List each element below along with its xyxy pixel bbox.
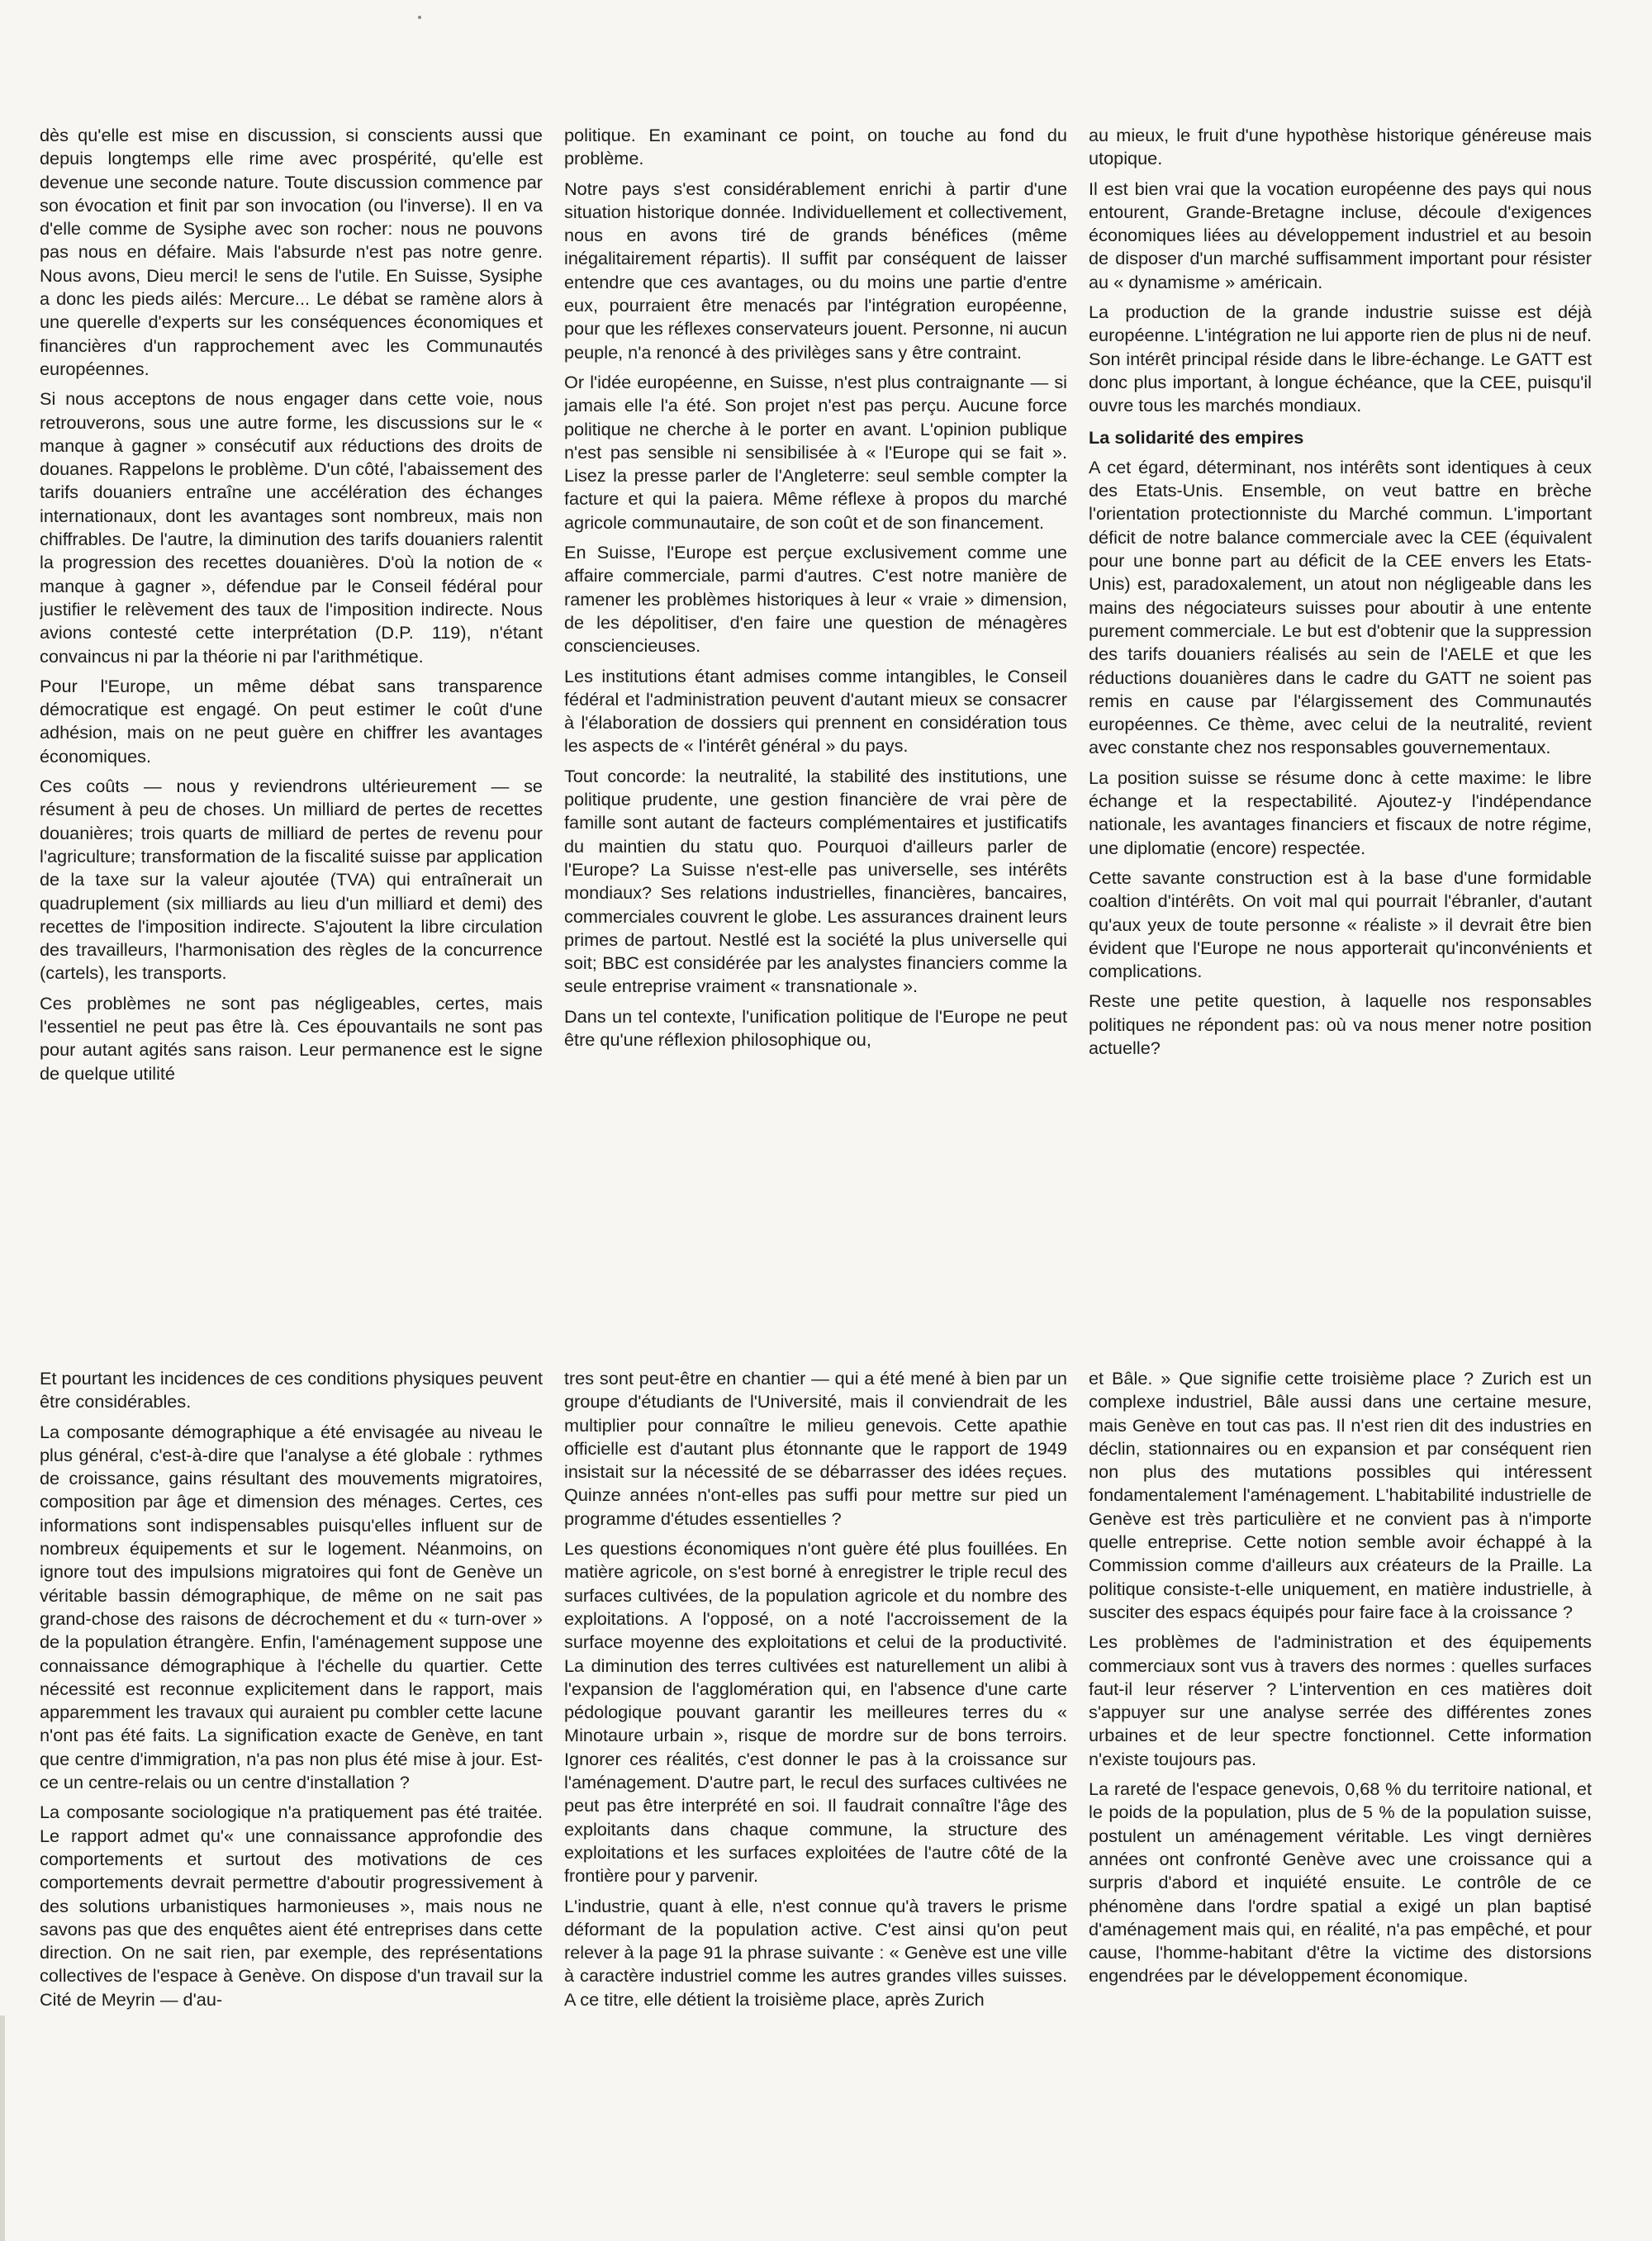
paragraph: A cet égard, déterminant, nos intérêts sont identiques à ceux des Etats-Unis. Ensemble, on veut battre en brèche l'orientation protectionniste du Marché commun. L'important déficit de notre balance commerciale avec la CEE (équivalent pour une bonne part au déficit de la CEE envers les Etats-Unis) est, paradoxalement, un atout non négligeable dans les mains des négociateurs suisses pour aboutir à une entente purement commerciale. Le but est d'obtenir que la suppression des tarifs douaniers réalisés au sein de l'AELE et que les réductions douanières dans le cadre du GATT ne soient pas remis en cause par l'élargissement des Communautés européennes. Ce thème, avec celui de la neutralité, revient avec constante chez nos responsables gouvernementaux.: [1089, 456, 1592, 758]
paragraph: Ces coûts — nous y reviendrons ultérieurement — se résument à peu de choses. Un milliard de pertes de recettes douanières; trois quarts de milliard de pertes de revenu pour l'agriculture; transformation de la fiscalité suisse par application de la taxe sur la valeur ajoutée (TVA) qui entraînerait un quadruplement (six milliards au lieu d'un milliard et demi) des recettes de l'imposition indirecte. S'ajoutent la libre circulation des travailleurs, l'harmonisation des règles de la concurrence (cartels), les transports.: [40, 776, 543, 984]
paragraph: Notre pays s'est considérablement enrichi à partir d'une situation historique donnée. Individuellement et collectivement, nous en avons tiré de grands bénéfices (même inégalitairement répartis). Il suffit par conséquent de laisser entendre que ces avantages, ou du moins une partie d'entre eux, pourraient être menacés par l'intégration européenne, pour que les réflexes conservateurs jouent. Personne, ni aucun peuple, n'a renoncé à des privilèges sans y être contraint.: [564, 178, 1067, 363]
paragraph: politique. En examinant ce point, on touche au fond du problème.: [564, 125, 1067, 169]
paragraph: Reste une petite question, à laquelle nos responsables politiques ne répondent pas: où va nous mener notre position actuelle?: [1089, 990, 1592, 1058]
paragraph: En Suisse, l'Europe est perçue exclusivement comme une affaire commerciale, parmi d'autres. C'est notre manière de ramener les problèmes historiques à leur « vraie » dimension, de les dépolitiser, d'en faire une question de ménagères consciencieuses.: [564, 542, 1067, 657]
article-bottom: [40, 1367, 1593, 2201]
paragraph: Dans un tel contexte, l'unification politique de l'Europe ne peut être qu'une réflexion philosophique ou,: [564, 1005, 1067, 1050]
paragraph: Les problèmes de l'administration et des équipements commerciaux sont vus à travers des normes : quelles surfaces faut-il leur réserver ? L'intervention en ces matières doit s'appuyer sur une analyse serrée des différentes zones urbaines et de leur spectre fonctionnel. Cette information n'existe toujours pas.: [1089, 1631, 1592, 1769]
section-heading: La solidarité des empires: [1089, 426, 1304, 448]
paragraph: L'industrie, quant à elle, n'est connue qu'à travers le prisme déformant de la population active. C'est ainsi qu'on peut relever à la page 91 la phrase suivante : « Genève est une ville à caractère industriel comme les autres grandes villes suisses. A ce titre, elle détient la troisième place, après Zurich: [564, 1895, 1067, 2010]
paragraph: Pour l'Europe, un même débat sans transparence démocratique est engagé. On peut estimer le coût d'une adhésion, mais on ne peut guère en chiffrer les avantages économiques.: [40, 675, 543, 767]
paragraph: Or l'idée européenne, en Suisse, n'est plus contraignante — si jamais elle l'a été. Son projet n'est pas perçu. Aucune force politique ne cherche à le porter en avant. L'opinion publique n'est pas sensible ni sensibilisée à « l'Europe qui se fait ». Lisez la presse parler de l'Angleterre: seul semble compter la facture et qui la paiera. Même réflexe à propos du marché agricole communautaire, de son coût et de son financement.: [564, 371, 1067, 533]
paragraph: La production de la grande industrie suisse est déjà européenne. L'intégration ne lui apporte rien de plus ni de neuf. Son intérêt principal réside dans le libre-échange. Le GATT est donc plus important, à longue échéance, que la CEE, puisqu'il ouvre tous les marchés mondiaux.: [1089, 301, 1592, 416]
paragraph: tres sont peut-être en chantier — qui a été mené à bien par un groupe d'étudiants de l'Université, mais il conviendrait de les multiplier pour connaître le milieu genevois. Cette apathie officielle est d'autant plus étonnante que le rapport de 1949 insistait sur la nécessité de se débarrasser des idées reçues. Quinze années n'ont-elles pas suffi pour mettre sur pied un programme d'études essentielles ?: [564, 1368, 1067, 1529]
bottom-column-2: [564, 1367, 1067, 2201]
paragraph: Les questions économiques n'ont guère été plus fouillées. En matière agricole, on s'est borné à enregistrer le triple recul des surfaces cultivées, de la population agricole et du nombre des exploitations. A l'opposé, on a noté l'accroissement de la surface moyenne des exploitations et celui de la productivité. La diminution des terres cultivées est naturellement un alibi à l'expansion de l'agglomération qui, en l'absence d'une carte pédologique pouvant garantir les meilleures terres du « Minotaure urbain », risque de mordre sur de bons terroirs. Ignorer ces réalités, c'est donner le pas à la croissance sur l'aménagement. D'autre part, le recul des surfaces cultivées ne peut pas être interprété en soi. Il faudrait connaître l'âge des exploitants dans chaque commune, la structure des exploitations et les surfaces exploitées de l'autre côté de la frontière pour y parvenir.: [564, 1538, 1067, 1887]
paragraph: Si nous acceptons de nous engager dans cette voie, nous retrouverons, sous une autre forme, les discussions sur le « manque à gagner » consécutif aux réductions des droits de douanes. Rappelons le problème. D'un côté, l'abaissement des tarifs douaniers entraîne une accélération des échanges internationaux, dont les avantages sont nombreux, mais non chiffrables. De l'autre, la diminution des tarifs douaniers ralentit la progression des recettes douanières. D'où la notion de « manque à gagner », défendue par le Conseil fédéral pour justifier le relèvement des taux de l'imposition indirecte. Nous avions contesté cette interprétation (D.P. 119), n'étant convaincus ni par la théorie ni par l'arithmétique.: [40, 388, 543, 667]
paragraph: dès qu'elle est mise en discussion, si conscients aussi que depuis longtemps elle rime avec prospérité, qu'elle est devenue une seconde nature. Toute discussion commence par son évocation et finit par son invocation (ou l'inverse). Il en va d'elle comme de Sysiphe avec son rocher: nous ne pouvons pas nous en défaire. Mais l'absurde n'est pas notre genre. Nous avons, Dieu merci! le sens de l'utile. En Suisse, Sysiphe a donc les pieds ailés: Mercure... Le débat se ramène alors à une querelle d'experts sur les conséquences économiques et financières d'un rapprochement avec les Communautés européennes.: [40, 125, 543, 379]
paragraph: La composante sociologique n'a pratiquement pas été traitée. Le rapport admet qu'« une connaissance approfondie des comportements et surtout des motivations de ces comportements devrait permettre d'aboutir progressivement à des solutions urbanistiques harmonieuses », mais nous ne savons pas que des enquêtes aient été entreprises dans cette direction. On ne sait rien, par exemple, des représentations collectives de l'espace à Genève. On dispose d'un travail sur la Cité de Meyrin — d'au-: [40, 1802, 543, 2010]
top-column-1: [40, 124, 543, 1206]
paragraph: La position suisse se résume donc à cette maxime: le libre échange et la respectabilité. Ajoutez-y l'indépendance nationale, les avantages financiers et fiscaux de notre régime, une diplomatie (encore) respectée.: [1089, 767, 1592, 858]
top-column-2: [564, 124, 1067, 1206]
paragraph: La composante démographique a été envisagée au niveau le plus général, c'est-à-dire que l'analyse a été globale : rythmes de croissance, gains résultant des mouvements migratoires, composition par âge et dimension des ménages. Certes, ces informations sont indispensables puisqu'elles influent sur de nombreux équipements et sur le logement. Néanmoins, on ignore tout des impulsions migratoires qui font de Genève un véritable bassin démographique, de même on ne sait pas grand-chose des raisons de décrochement et du « turn-over » de la population étrangère. Enfin, l'aménagement suppose une connaissance démographique à l'échelle du quartier. Cette nécessité est reconnue explicitement dans le rapport, mais apparemment les travaux qui auraient pu combler cette lacune n'ont pas été faits. La signification exacte de Genève, en tant que centre d'immigration, n'a pas non plus été mise à jour. Est-ce un centre-relais ou un centre d'installation ?: [40, 1421, 543, 1793]
paragraph: Ces problèmes ne sont pas négligeables, certes, mais l'essentiel ne peut pas être là. Ces épouvantails ne sont pas pour autant agités sans raison. Leur permanence est le signe de quelque utilité: [40, 992, 543, 1084]
paragraph: au mieux, le fruit d'une hypothèse historique généreuse mais utopique.: [1089, 125, 1592, 169]
print-speck: [418, 16, 421, 19]
bottom-column-3: [1089, 1367, 1592, 2201]
paragraph: Il est bien vrai que la vocation européenne des pays qui nous entourent, Grande-Bretagne incluse, découle d'exigences économiques liées au développement industriel et au besoin de disposer d'un marché suffisamment important pour résister au « dynamisme » américain.: [1089, 178, 1592, 292]
top-column-3: [1089, 124, 1592, 1206]
bottom-column-1: [40, 1367, 543, 2201]
paragraph: Les institutions étant admises comme intangibles, le Conseil fédéral et l'administration peuvent d'autant mieux se consacrer à l'élaboration de dossiers qui prennent en considération tous les aspects de « l'intérêt général » du pays.: [564, 665, 1067, 757]
paragraph: Tout concorde: la neutralité, la stabilité des institutions, une politique prudente, une gestion financière de vrai père de famille sont autant de facteurs complémentaires et justificatifs du maintien du statu quo. Pourquoi d'ailleurs parler de l'Europe? La Suisse n'est-elle pas universelle, ses intérêts mondiaux? Ses relations industrielles, financières, bancaires, commerciales couvrent le globe. Les assurances drainent leurs primes de partout. Nestlé est la société la plus universelle qui soit; BBC est considérée par les analystes financiers comme la seule entreprise vraiment « transnationale ».: [564, 765, 1067, 997]
page-edge-shadow: [0, 2015, 5, 2241]
paragraph: Et pourtant les incidences de ces conditions physiques peuvent être considérables.: [40, 1368, 543, 1412]
article-top: [40, 124, 1593, 1206]
paragraph: Cette savante construction est à la base d'une formidable coaltion d'intérêts. On voit mal qui pourrait l'ébranler, d'autant qu'aux yeux de toute personne « réaliste » il devrait être bien évident que l'Europe ne nous apporterait qu'inconvénients et complications.: [1089, 866, 1592, 982]
paragraph: La rareté de l'espace genevois, 0,68 % du territoire national, et le poids de la population, plus de 5 % de la population suisse, postulent un aménagement véritable. Les vingt dernières années ont confronté Genève avec une croissance qui a surpris d'abord et inquiété ensuite. Le contrôle de ce phénomène dans l'ordre spatial a exigé un plan baptisé d'aménagement mais qui, en réalité, n'a pas empêché, et pour cause, l'homme-habitant d'être la victime des distorsions engendrées par le développement économique.: [1089, 1778, 1592, 1987]
paragraph: et Bâle. » Que signifie cette troisième place ? Zurich est un complexe industriel, Bâle aussi dans une certaine mesure, mais Genève en tout cas pas. Il n'est rien dit des industries en déclin, stationnaires ou en expansion et par conséquent rien non plus des mutations possibles qui intéressent fondamentalement l'aménagement. L'habitabilité industrielle de Genève est très particulière et ne convient pas à n'importe quelle entreprise. Cette notion semble avoir échappé à la Commission comme d'ailleurs aux créateurs de la Praille. La politique consiste-t-elle uniquement, en matière industrielle, à susciter des espacs équipés pour faire face à la croissance ?: [1089, 1368, 1592, 1622]
